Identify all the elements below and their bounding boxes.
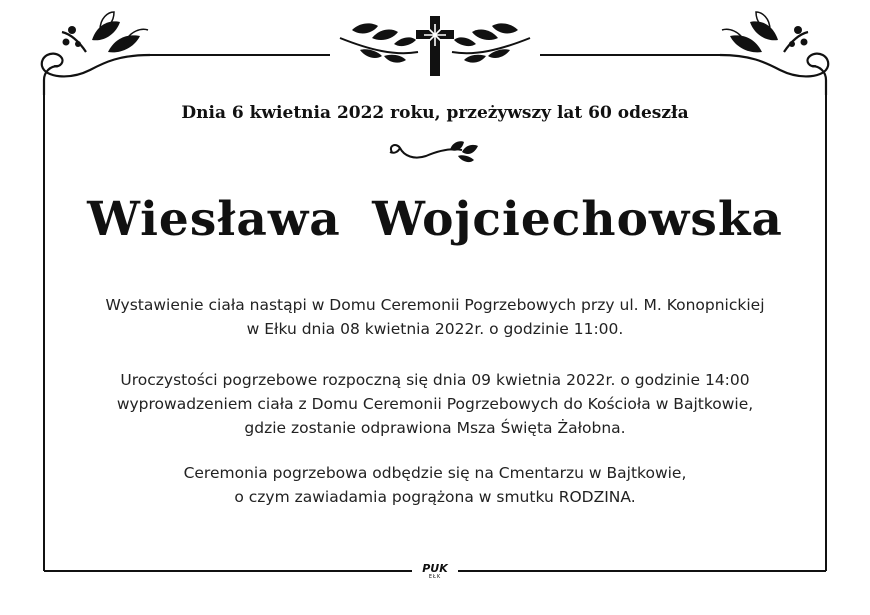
vine-divider-icon — [390, 145, 462, 158]
cross-icon — [416, 16, 454, 76]
viewing-paragraph — [0, 293, 870, 341]
viewing-line-1: Wystawienie ciała nastąpi w Domu Ceremonii Pogrzebowych przy ul. M. Konopnickiej — [105, 296, 765, 314]
viewing-line-2: w Ełku dnia 08 kwietnia 2022r. o godzinie 11:00. — [246, 320, 624, 338]
burial-line-2: o czym zawiadamia pogrążona w smutku RODZINA. — [234, 488, 636, 506]
ceremony-line-1: Uroczystości pogrzebowe rozpoczną się dnia 09 kwietnia 2022r. o godzinie 14:00 — [120, 371, 750, 389]
burial-paragraph — [0, 461, 870, 509]
intro-line: Dnia 6 kwietnia 2022 roku, przeżywszy lat 60 odeszła — [181, 103, 689, 123]
ceremony-line-3: gdzie zostanie odprawiona Msza Święta Żałobna. — [244, 419, 626, 437]
ceremony-line-2: wyprowadzeniem ciała z Domu Ceremonii Pogrzebowych do Kościoła w Bajtkowie, — [116, 395, 754, 413]
burial-line-1: Ceremonia pogrzebowa odbędzie się na Cmentarzu w Bajtkowie, — [183, 464, 687, 482]
ceremony-paragraph — [0, 368, 870, 440]
deceased-name: Wiesława Wojciechowska — [87, 192, 783, 247]
logo-main-text: PUK — [422, 562, 448, 575]
puk-logo — [417, 563, 453, 580]
logo-sub-text: EŁK — [428, 574, 442, 580]
